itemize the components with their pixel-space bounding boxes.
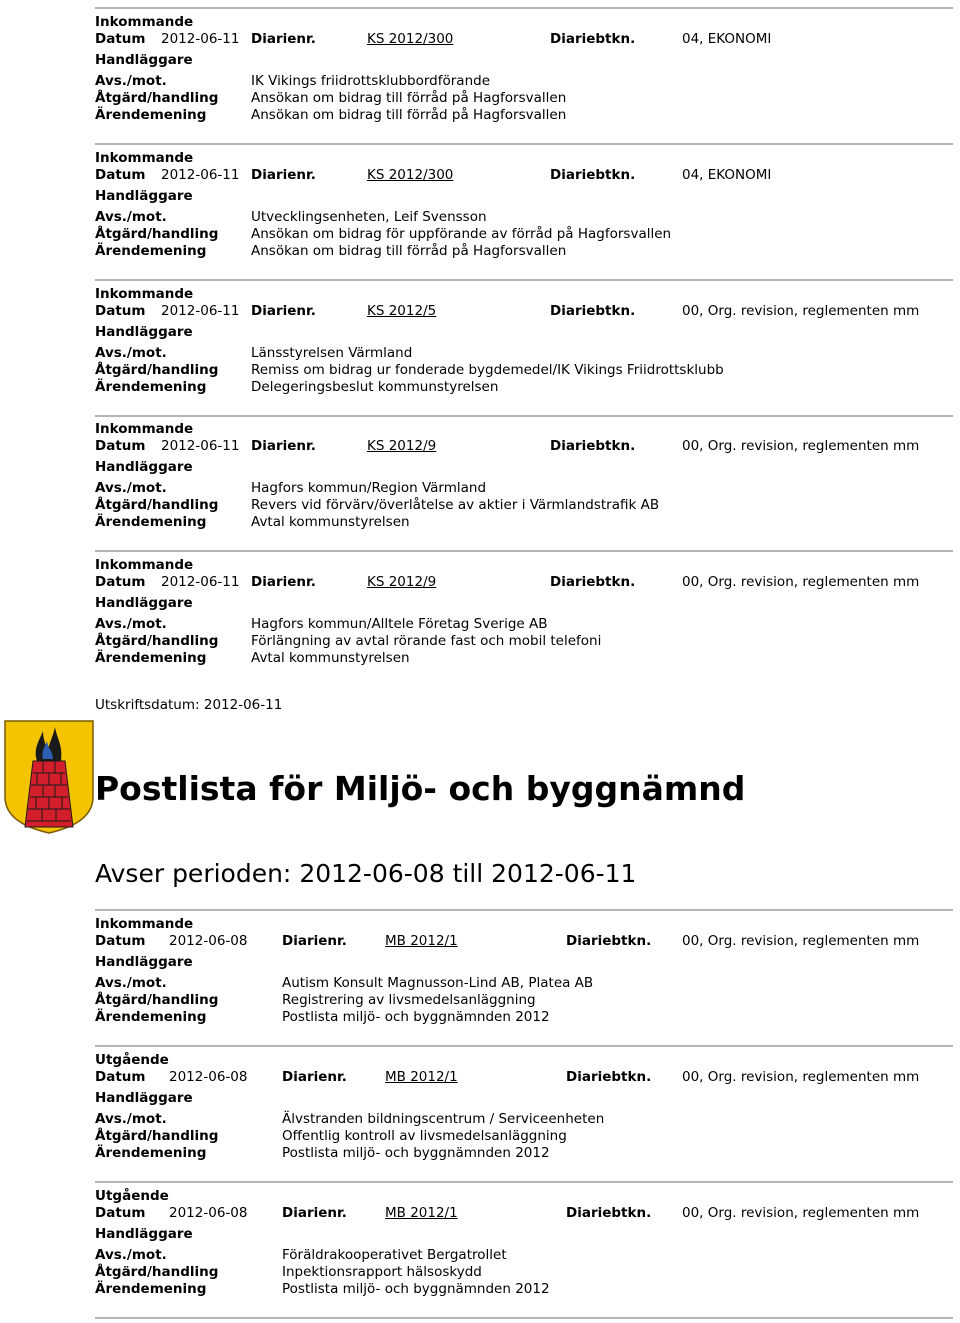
datum-value: 2012-06-11 bbox=[161, 438, 240, 454]
entry-handlaggare-line bbox=[95, 1226, 953, 1243]
datum-value: 2012-06-11 bbox=[161, 167, 240, 183]
document-title: Postlista för Miljö- och byggnämnd bbox=[95, 769, 746, 808]
entry-avsmot-line bbox=[95, 480, 953, 497]
avsmot-label: Avs./mot. bbox=[95, 73, 167, 89]
avsmot-label: Avs./mot. bbox=[95, 480, 167, 496]
handlaggare-label: Handläggare bbox=[95, 595, 193, 611]
period-label: Avser perioden: bbox=[95, 859, 292, 888]
entry-atgard-line bbox=[95, 497, 953, 514]
datum-value: 2012-06-08 bbox=[169, 1205, 248, 1221]
avsmot-value: Hagfors kommun/Region Värmland bbox=[251, 480, 487, 496]
entry-direction: Inkommande bbox=[95, 916, 194, 932]
arendemening-value: Postlista miljö- och byggnämnden 2012 bbox=[282, 1009, 550, 1025]
entry-arendemening-line bbox=[95, 514, 953, 531]
entry-avsmot-line bbox=[95, 345, 953, 362]
entry-direction-line bbox=[95, 421, 953, 438]
datum-value: 2012-06-11 bbox=[161, 303, 240, 319]
atgard-label: Åtgärd/handling bbox=[95, 226, 219, 242]
entry-separator bbox=[95, 550, 953, 552]
entry-separator bbox=[95, 1317, 953, 1319]
arendemening-label: Ärendemening bbox=[95, 243, 207, 259]
entry-arendemening-line bbox=[95, 650, 953, 667]
entry-arendemening-line bbox=[95, 107, 953, 124]
atgard-label: Åtgärd/handling bbox=[95, 362, 219, 378]
diariebtkn-label: Diariebtkn. bbox=[550, 303, 636, 319]
entry-handlaggare-line bbox=[95, 52, 953, 69]
entry-direction-line bbox=[95, 557, 953, 574]
entry-separator bbox=[95, 1181, 953, 1183]
arendemening-label: Ärendemening bbox=[95, 650, 207, 666]
entry-avsmot-line bbox=[95, 73, 953, 90]
entry-direction-line bbox=[95, 14, 953, 31]
atgard-label: Åtgärd/handling bbox=[95, 90, 219, 106]
diarienr-label: Diarienr. bbox=[282, 1069, 347, 1085]
handlaggare-label: Handläggare bbox=[95, 1090, 193, 1106]
entry-avsmot-line bbox=[95, 1111, 953, 1128]
entry-meta-line bbox=[95, 167, 953, 184]
period-to: 2012-06-11 bbox=[491, 859, 637, 888]
entry-meta-line bbox=[95, 303, 953, 320]
entry-direction-line bbox=[95, 1188, 953, 1205]
diariebtkn-value: 04, EKONOMI bbox=[682, 31, 772, 47]
avsmot-label: Avs./mot. bbox=[95, 616, 167, 632]
entry-avsmot-line bbox=[95, 209, 953, 226]
atgard-label: Åtgärd/handling bbox=[95, 1264, 219, 1280]
entry-handlaggare-line bbox=[95, 595, 953, 612]
entry-avsmot-line bbox=[95, 1247, 953, 1264]
avsmot-label: Avs./mot. bbox=[95, 209, 167, 225]
entry-arendemening-line bbox=[95, 1281, 953, 1298]
arendemening-value: Avtal kommunstyrelsen bbox=[251, 514, 410, 530]
entry-avsmot-line bbox=[95, 616, 953, 633]
avsmot-value: Föräldrakooperativet Bergatrollet bbox=[282, 1247, 507, 1263]
diarienr-link[interactable]: MB 2012/1 bbox=[385, 1205, 458, 1221]
diariebtkn-value: 00, Org. revision, reglementen mm bbox=[682, 303, 920, 319]
diariebtkn-label: Diariebtkn. bbox=[566, 1205, 652, 1221]
diarienr-link[interactable]: MB 2012/1 bbox=[385, 1069, 458, 1085]
diarienr-link[interactable]: KS 2012/9 bbox=[367, 438, 437, 454]
atgard-label: Åtgärd/handling bbox=[95, 992, 219, 1008]
datum-label: Datum bbox=[95, 574, 146, 590]
diarienr-label: Diarienr. bbox=[251, 167, 316, 183]
entry-direction: Inkommande bbox=[95, 286, 194, 302]
diariebtkn-label: Diariebtkn. bbox=[550, 167, 636, 183]
diarienr-link[interactable]: MB 2012/1 bbox=[385, 933, 458, 949]
arendemening-value: Ansökan om bidrag till förråd på Hagforsvallen bbox=[251, 243, 567, 259]
datum-label: Datum bbox=[95, 933, 146, 949]
atgard-value: Förlängning av avtal rörande fast och mobil telefoni bbox=[251, 633, 602, 649]
print-date: Utskriftsdatum: 2012-06-11 bbox=[95, 697, 283, 713]
arendemening-value: Postlista miljö- och byggnämnden 2012 bbox=[282, 1145, 550, 1161]
entry-handlaggare-line bbox=[95, 459, 953, 476]
atgard-label: Åtgärd/handling bbox=[95, 497, 219, 513]
diariebtkn-value: 00, Org. revision, reglementen mm bbox=[682, 574, 920, 590]
avsmot-value: Länsstyrelsen Värmland bbox=[251, 345, 413, 361]
datum-value: 2012-06-11 bbox=[161, 574, 240, 590]
atgard-value: Registrering av livsmedelsanläggning bbox=[282, 992, 536, 1008]
avsmot-value: Autism Konsult Magnusson-Lind AB, Platea AB bbox=[282, 975, 594, 991]
entry-direction-line bbox=[95, 150, 953, 167]
arendemening-value: Avtal kommunstyrelsen bbox=[251, 650, 410, 666]
datum-value: 2012-06-08 bbox=[169, 1069, 248, 1085]
period-till: till bbox=[452, 859, 484, 888]
arendemening-label: Ärendemening bbox=[95, 1145, 207, 1161]
entry-arendemening-line bbox=[95, 1009, 953, 1026]
entry-atgard-line bbox=[95, 1264, 953, 1281]
datum-label: Datum bbox=[95, 1069, 146, 1085]
datum-label: Datum bbox=[95, 438, 146, 454]
diarienr-label: Diarienr. bbox=[251, 303, 316, 319]
avsmot-value: Hagfors kommun/Alltele Företag Sverige AB bbox=[251, 616, 548, 632]
datum-value: 2012-06-08 bbox=[169, 933, 248, 949]
atgard-value: Revers vid förvärv/överlåtelse av aktier i Värmlandstrafik AB bbox=[251, 497, 660, 513]
entry-direction: Inkommande bbox=[95, 14, 194, 30]
entry-direction: Utgående bbox=[95, 1052, 169, 1068]
arendemening-value: Delegeringsbeslut kommunstyrelsen bbox=[251, 379, 499, 395]
avsmot-value: Utvecklingsenheten, Leif Svensson bbox=[251, 209, 487, 225]
handlaggare-label: Handläggare bbox=[95, 324, 193, 340]
diarienr-link[interactable]: KS 2012/9 bbox=[367, 574, 437, 590]
entry-handlaggare-line bbox=[95, 188, 953, 205]
avsmot-value: IK Vikings friidrottsklubbordförande bbox=[251, 73, 491, 89]
avsmot-label: Avs./mot. bbox=[95, 1247, 167, 1263]
handlaggare-label: Handläggare bbox=[95, 52, 193, 68]
avsmot-label: Avs./mot. bbox=[95, 345, 167, 361]
arendemening-value: Postlista miljö- och byggnämnden 2012 bbox=[282, 1281, 550, 1297]
entry-meta-line bbox=[95, 933, 953, 950]
handlaggare-label: Handläggare bbox=[95, 188, 193, 204]
atgard-value: Offentlig kontroll av livsmedelsanläggning bbox=[282, 1128, 567, 1144]
datum-label: Datum bbox=[95, 303, 146, 319]
entry-meta-line bbox=[95, 438, 953, 455]
entry-direction-line bbox=[95, 1052, 953, 1069]
arendemening-label: Ärendemening bbox=[95, 379, 207, 395]
entry-avsmot-line bbox=[95, 975, 953, 992]
diariebtkn-value: 00, Org. revision, reglementen mm bbox=[682, 1205, 920, 1221]
handlaggare-label: Handläggare bbox=[95, 1226, 193, 1242]
entry-direction-line bbox=[95, 916, 953, 933]
period-from: 2012-06-08 bbox=[299, 859, 445, 888]
entry-meta-line bbox=[95, 574, 953, 591]
arendemening-value: Ansökan om bidrag till förråd på Hagforsvallen bbox=[251, 107, 567, 123]
diarienr-link[interactable]: KS 2012/5 bbox=[367, 303, 437, 319]
diarienr-link[interactable]: KS 2012/300 bbox=[367, 167, 454, 183]
diariebtkn-value: 00, Org. revision, reglementen mm bbox=[682, 933, 920, 949]
avsmot-value: Älvstranden bildningscentrum / Serviceenheten bbox=[282, 1111, 605, 1127]
arendemening-label: Ärendemening bbox=[95, 1281, 207, 1297]
entry-atgard-line bbox=[95, 362, 953, 379]
diariebtkn-value: 00, Org. revision, reglementen mm bbox=[682, 438, 920, 454]
entry-atgard-line bbox=[95, 1128, 953, 1145]
datum-label: Datum bbox=[95, 31, 146, 47]
period-line bbox=[95, 856, 636, 892]
handlaggare-label: Handläggare bbox=[95, 954, 193, 970]
entry-separator bbox=[95, 1045, 953, 1047]
avsmot-label: Avs./mot. bbox=[95, 975, 167, 991]
entry-atgard-line bbox=[95, 226, 953, 243]
entry-arendemening-line bbox=[95, 379, 953, 396]
arendemening-label: Ärendemening bbox=[95, 514, 207, 530]
atgard-value: Ansökan om bidrag till förråd på Hagforsvallen bbox=[251, 90, 567, 106]
diariebtkn-label: Diariebtkn. bbox=[550, 574, 636, 590]
diarienr-link[interactable]: KS 2012/300 bbox=[367, 31, 454, 47]
entry-direction: Inkommande bbox=[95, 557, 194, 573]
entry-direction: Utgående bbox=[95, 1188, 169, 1204]
datum-label: Datum bbox=[95, 167, 146, 183]
entry-meta-line bbox=[95, 1069, 953, 1086]
entry-direction: Inkommande bbox=[95, 421, 194, 437]
entry-separator bbox=[95, 279, 953, 281]
handlaggare-label: Handläggare bbox=[95, 459, 193, 475]
diarienr-label: Diarienr. bbox=[251, 574, 316, 590]
diarienr-label: Diarienr. bbox=[251, 438, 316, 454]
atgard-value: Remiss om bidrag ur fonderade bygdemedel/IK Vikings Friidrottsklubb bbox=[251, 362, 724, 378]
arendemening-label: Ärendemening bbox=[95, 107, 207, 123]
entry-direction: Inkommande bbox=[95, 150, 194, 166]
datum-value: 2012-06-11 bbox=[161, 31, 240, 47]
entry-meta-line bbox=[95, 1205, 953, 1222]
entry-separator bbox=[95, 909, 953, 911]
datum-label: Datum bbox=[95, 1205, 146, 1221]
diariebtkn-label: Diariebtkn. bbox=[566, 1069, 652, 1085]
atgard-label: Åtgärd/handling bbox=[95, 633, 219, 649]
entry-handlaggare-line bbox=[95, 954, 953, 971]
entry-atgard-line bbox=[95, 90, 953, 107]
municipal-crest-icon bbox=[3, 719, 95, 835]
diarienr-label: Diarienr. bbox=[282, 1205, 347, 1221]
diariebtkn-label: Diariebtkn. bbox=[550, 31, 636, 47]
diariebtkn-value: 00, Org. revision, reglementen mm bbox=[682, 1069, 920, 1085]
entry-arendemening-line bbox=[95, 243, 953, 260]
entry-handlaggare-line bbox=[95, 324, 953, 341]
entry-arendemening-line bbox=[95, 1145, 953, 1162]
entry-handlaggare-line bbox=[95, 1090, 953, 1107]
diariebtkn-value: 04, EKONOMI bbox=[682, 167, 772, 183]
entry-separator bbox=[95, 7, 953, 9]
avsmot-label: Avs./mot. bbox=[95, 1111, 167, 1127]
arendemening-label: Ärendemening bbox=[95, 1009, 207, 1025]
entry-meta-line bbox=[95, 31, 953, 48]
entry-separator bbox=[95, 415, 953, 417]
atgard-value: Ansökan om bidrag för uppförande av förråd på Hagforsvallen bbox=[251, 226, 672, 242]
diarienr-label: Diarienr. bbox=[282, 933, 347, 949]
atgard-value: Inpektionsrapport hälsoskydd bbox=[282, 1264, 482, 1280]
diarienr-label: Diarienr. bbox=[251, 31, 316, 47]
entry-atgard-line bbox=[95, 992, 953, 1009]
diariebtkn-label: Diariebtkn. bbox=[550, 438, 636, 454]
atgard-label: Åtgärd/handling bbox=[95, 1128, 219, 1144]
entry-separator bbox=[95, 143, 953, 145]
diariebtkn-label: Diariebtkn. bbox=[566, 933, 652, 949]
entry-atgard-line bbox=[95, 633, 953, 650]
entry-direction-line bbox=[95, 286, 953, 303]
